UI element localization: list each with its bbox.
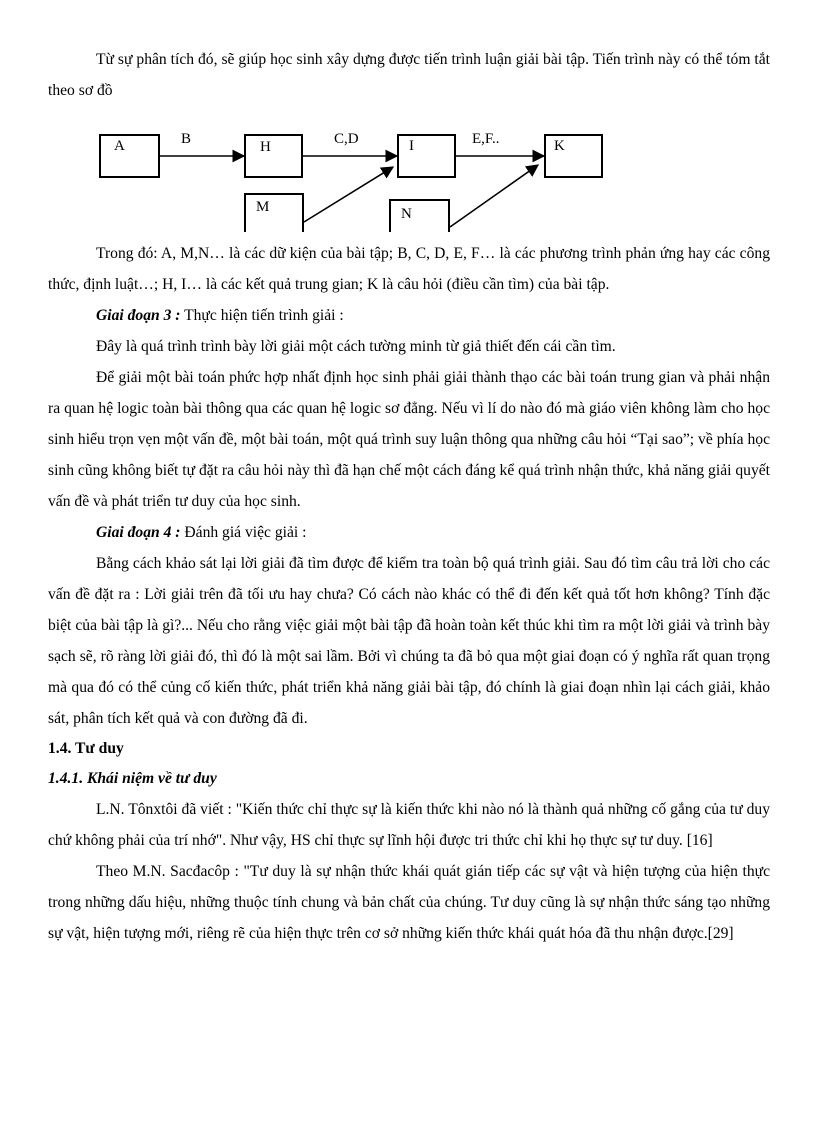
legend-paragraph: Trong đó: A, M,N… là các dữ kiện của bài tập; B, C, D, E, F… là các phương trình phản ứng hay các công thức, định luật…; H, I… là các kết quả trung gian; K là câu hỏi (điều cần tìm) của bài tập. [48, 245, 770, 293]
node-i-label: I [409, 138, 414, 154]
arrow-i-k-label: E,F.. [472, 131, 500, 147]
stage3-text: Thực hiện tiến trình giải : [180, 307, 344, 324]
arrow-a-h-label: B [181, 131, 192, 147]
arrow-m-i [304, 167, 393, 222]
node-m-label: M [256, 199, 270, 215]
stage3-heading [48, 300, 770, 331]
stage3-paragraph-2: Để giải một bài toán phức hợp nhất định học sinh phải giải thành thạo các bài toán trung gian và phải nhận ra quan hệ logic toàn bài thông qua các quan hệ logic sơ đẳng. Nếu vì lí do nào đó mà giáo viên không làm cho học sinh hiểu trọn vẹn một vấn đề, một bài toán, một quá trình suy luận thông qua những câu hỏi “Tại sao”; về phía học sinh cũng không biết tự đặt ra câu hỏi này thì đã hạn chế một cách đáng kể quá trình nhận thức, khả năng giải quyết vấn đề và phát triển tư duy của học sinh. [48, 369, 770, 510]
box-a [100, 135, 159, 177]
stage4-text: Đánh giá việc giải : [180, 524, 307, 541]
stage4-paragraph-1: Bằng cách khảo sát lại lời giải đã tìm được để kiểm tra toàn bộ quá trình giải. Sau đó tìm câu trả lời cho các vấn đề đặt ra : Lời giải trên đã tối ưu hay chưa? Có cách nào khác có thể đi đến kết quả tốt hơn không? Tính đặc biệt của bài tập là gì?... Nếu cho rằng việc giải một bài tập đã hoàn toàn kết thúc khi tìm ra một lời giải và trình bày sạch sẽ, rõ ràng lời giải đó, thì đó là một sai lầm. Bởi vì chúng ta đã bỏ qua một giai đoạn có ý nghĩa rất quan trọng mà qua đó có thể củng cố kiến thức, phát triển khả năng giải bài tập, đó chính là giai đoạn nhìn lại cách giải, khảo sát, phân tích kết quả và con đường đã đi. [48, 555, 770, 727]
quote-tolstoy-paragraph: L.N. Tônxtôi đã viết : "Kiến thức chỉ thực sự là kiến thức khi nào nó là thành quả những cố gắng của tư duy chứ không phải của trí nhớ". Như vậy, HS chỉ thực sự lĩnh hội được tri thức chỉ khi họ thực sự tư duy. [16] [48, 801, 770, 849]
intro-paragraph: Từ sự phân tích đó, sẽ giúp học sinh xây dựng được tiến trình luận giải bài tập. Tiến trình này có thể tóm tắt theo sơ đồ [48, 51, 770, 99]
stage3-paragraph-1: Đây là quá trình trình bày lời giải một cách tường minh từ giả thiết đến cái cần tìm. [96, 338, 616, 355]
box-i [398, 135, 455, 177]
document-page [48, 44, 770, 949]
node-k-label: K [554, 138, 565, 154]
box-m [245, 194, 303, 232]
box-n [390, 200, 449, 232]
stage4-heading [48, 517, 770, 548]
solution-flow-diagram [48, 107, 770, 232]
arrow-h-i-label: C,D [334, 131, 359, 147]
quote-sacdacop-paragraph: Theo M.N. Sacđacôp : "Tư duy là sự nhận thức khái quát gián tiếp các sự vật và hiện tượng của hiện thực trong những dấu hiệu, những thuộc tính chung và bản chất của chúng. Tư duy cũng là sự nhận thức sáng tạo những sự vật, hiện tượng mới, riêng rẽ của hiện thực trên cơ sở những kiến thức khái quát hóa đã thu nhận được.[29] [48, 863, 770, 942]
node-h-label: H [260, 139, 271, 155]
node-n-label: N [401, 206, 412, 222]
stage4-title: Giai đoạn 4 : [96, 524, 181, 541]
subsection-heading: 1.4.1. Khái niệm về tư duy [48, 770, 217, 787]
arrow-n-k [450, 165, 538, 227]
stage3-title: Giai đoạn 3 : [96, 307, 181, 324]
box-h [245, 135, 302, 177]
section-heading: 1.4. Tư duy [48, 740, 124, 757]
node-a-label: A [114, 138, 125, 154]
